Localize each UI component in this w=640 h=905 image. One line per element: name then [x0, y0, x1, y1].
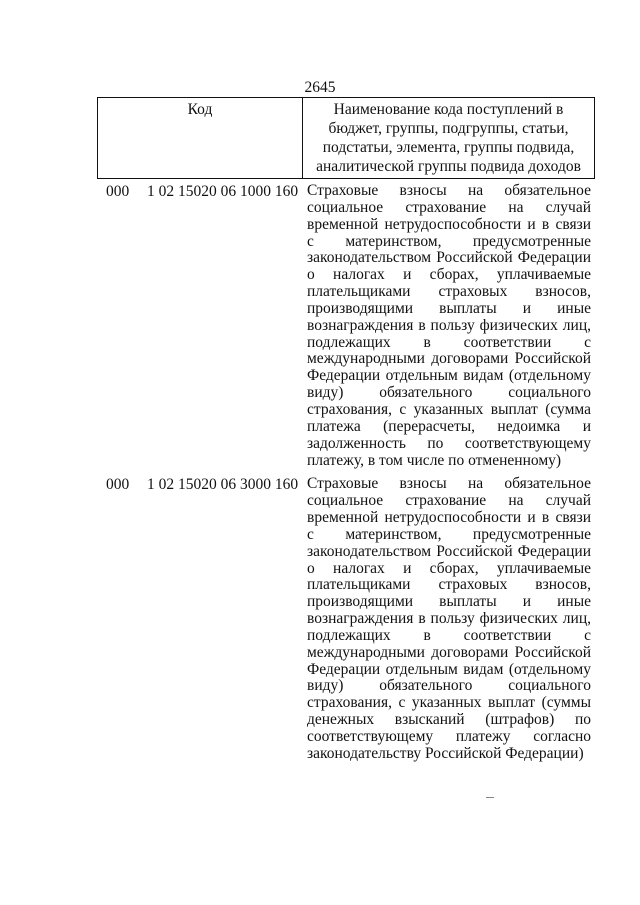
- row-description: Страховые взносы на обязательное социальное страхование на случай временной нетрудоспособности и в связи с материнством, предусмотренные законодательством Российской Федерации о налогах и сборах, уплачиваемые плательщиками страховых взносов, производящими выплаты и иные вознаграждения в пользу физических лиц, подлежащих в соответствии с международными договорами Российской Федерации отдельным видам (отдельному виду) обязательного социального страхования, с указанных выплат (суммы денежных взысканий (штрафов) по соответствующему платежу согласно законодательству Российской Федерации): [307, 475, 591, 762]
- scan-speck: [486, 797, 494, 798]
- admin-code: 000: [106, 183, 130, 200]
- table-header: [97, 97, 595, 179]
- admin-code: 000: [106, 476, 130, 494]
- code-column-header: Код: [98, 98, 303, 179]
- row-description: Страховые взносы на обязательное социальное страхование на случай временной нетрудоспособности и в связи с материнством, предусмотренные законодательством Российской Федерации о налогах и сборах, уплачиваемые плательщиками страховых взносов, производящими выплаты и иные вознаграждения в пользу физических лиц, подлежащих в соответствии с международными договорами Российской Федерации отдельным видам (отдельному виду) обязательного социального страхования, с указанных выплат (сумма платежа (перерасчеты, недоимка и задолженность по соответствующему платежу, в том числе по отмененному): [307, 182, 591, 469]
- page-number: 2645: [304, 79, 336, 96]
- table-row: [0, 476, 640, 762]
- budget-code: 1 02 15020 06 1000 160: [147, 183, 299, 200]
- budget-code: 1 02 15020 06 3000 160: [147, 476, 299, 494]
- name-column-header: Наименование кода поступлений в бюджет, группы, подгруппы, статьи, подстатьи, элемента, группы подвида, аналитической группы подвида доходов: [303, 98, 595, 179]
- table-row: [0, 183, 640, 469]
- table-body: [0, 183, 640, 763]
